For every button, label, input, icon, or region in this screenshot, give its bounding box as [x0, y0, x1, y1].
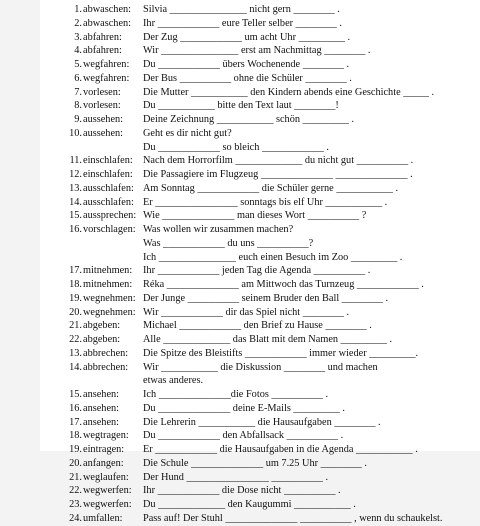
- verb-label: ausschlafen:: [83, 196, 134, 208]
- exercise-number: 5.: [74, 59, 82, 70]
- exercise-row: [40, 278, 480, 292]
- exercise-number: 15.: [69, 389, 82, 400]
- exercise-sentence: Ihr ____________ eure Teller selber ________ .: [143, 17, 342, 29]
- exercise-number: 7.: [74, 86, 82, 98]
- exercise-row: [40, 471, 480, 485]
- exercise-sentence: Ihr ____________ jeden Tag die Agenda __________ .: [143, 265, 371, 277]
- exercise-row: [40, 361, 480, 375]
- exercise-continuation: [40, 237, 480, 251]
- verb-label: wegtragen:: [83, 430, 129, 442]
- exercise-sentence: Wir ____________ dir das Spiel nicht ________ .: [143, 306, 350, 318]
- exercise-sentence: Du _____________ den Kaugummi ___________ .: [143, 499, 356, 510]
- exercise-number: 1.: [74, 4, 82, 15]
- exercise-sentence: Du ___________ bitte den Text laut ________!: [143, 100, 339, 112]
- exercise-sentence: Wir ___________ die Diskussion ________ und machen: [143, 361, 378, 373]
- exercise-row: [40, 347, 480, 361]
- exercise-number: 12.: [69, 169, 82, 180]
- exercise-row: [40, 209, 480, 223]
- exercise-row: [40, 44, 480, 58]
- verb-label: wegfahren:: [83, 72, 130, 84]
- exercise-sentence: etwas anderes.: [143, 375, 204, 387]
- verb-label: wegwerfen:: [83, 485, 132, 497]
- verb-label: abgeben:: [83, 334, 121, 345]
- verb-label: eintragen:: [83, 444, 125, 455]
- exercise-row: [40, 223, 480, 237]
- exercise-number: 18.: [69, 279, 82, 290]
- exercise-number: 6.: [74, 72, 82, 84]
- exercise-number: 13.: [69, 347, 82, 359]
- exercise-sentence: Die Spitze des Bleistifts ____________ immer wieder _________.: [143, 347, 419, 359]
- verb-label: wegwerfen:: [83, 499, 132, 510]
- verb-label: abfahren:: [83, 31, 122, 43]
- exercise-row: [40, 72, 480, 86]
- exercise-number: 20.: [69, 457, 82, 469]
- exercise-sentence: Ich ______________die Fotos __________ .: [143, 389, 329, 400]
- verb-label: abwaschen:: [83, 17, 132, 29]
- exercise-sentence: Michael ____________ den Brief zu Hause ________ .: [143, 320, 372, 332]
- exercise-row: [40, 512, 480, 526]
- exercise-sentence: Was ____________ du uns __________?: [143, 237, 314, 249]
- exercise-row: [40, 3, 480, 17]
- exercise-number: 2.: [74, 17, 82, 29]
- verb-label: abgeben:: [83, 320, 121, 332]
- exercise-row: [40, 498, 480, 512]
- verb-label: mitnehmen:: [83, 265, 133, 277]
- exercise-sentence: Er ________________ sonntags bis elf Uhr ___________ .: [143, 196, 388, 208]
- exercise-row: [40, 113, 480, 127]
- exercise-row: [40, 264, 480, 278]
- exercise-continuation: [40, 251, 480, 265]
- exercise-number: 9.: [74, 114, 82, 125]
- exercise-sentence: Am Sonntag ____________ die Schüler gerne ___________ .: [143, 182, 399, 194]
- exercise-number: 11.: [69, 155, 82, 167]
- exercise-sentence: Die Mutter ___________ den Kindern abends eine Geschichte _____ .: [143, 86, 435, 98]
- exercise-list: [40, 3, 480, 526]
- exercise-row: [40, 402, 480, 416]
- exercise-row: [40, 168, 480, 182]
- exercise-row: [40, 58, 480, 72]
- exercise-number: 14.: [69, 196, 82, 208]
- exercise-row: [40, 457, 480, 471]
- exercise-row: [40, 388, 480, 402]
- exercise-number: 15.: [69, 210, 82, 222]
- verb-label: ansehen:: [83, 402, 120, 414]
- verb-label: vorschlagen:: [83, 224, 136, 235]
- exercise-number: 14.: [69, 361, 82, 373]
- exercise-sentence: Geht es dir nicht gut?: [143, 127, 232, 139]
- verb-label: aussehen:: [83, 114, 124, 125]
- exercise-sentence: Die Passagiere im Flugzeug ______________ ______________ .: [143, 169, 413, 180]
- exercise-sentence: Wir _______________ erst am Nachmittag ________ .: [143, 45, 371, 57]
- exercise-sentence: Der Zug ____________ um acht Uhr _________ .: [143, 31, 351, 43]
- exercise-number: 3.: [74, 31, 82, 43]
- exercise-row: [40, 416, 480, 430]
- exercise-sentence: Pass auf! Der Stuhl ______________ __________ , wenn du schaukelst.: [143, 512, 443, 524]
- exercise-continuation: [40, 141, 480, 155]
- exercise-row: [40, 333, 480, 347]
- exercise-row: [40, 17, 480, 31]
- verb-label: umfallen:: [83, 512, 123, 524]
- verb-label: einschlafen:: [83, 155, 133, 167]
- verb-label: abfahren:: [83, 45, 122, 57]
- exercise-row: [40, 306, 480, 320]
- exercise-row: [40, 31, 480, 45]
- exercise-number: 10.: [69, 127, 82, 139]
- exercise-row: [40, 127, 480, 141]
- verb-label: vorlesen:: [83, 86, 121, 98]
- verb-label: vorlesen:: [83, 100, 121, 112]
- exercise-number: 17.: [69, 265, 82, 277]
- exercise-row: [40, 319, 480, 333]
- verb-label: abbrechen:: [83, 347, 129, 359]
- worksheet: [40, 0, 480, 524]
- exercise-number: 4.: [74, 45, 82, 57]
- exercise-number: 24.: [69, 512, 82, 524]
- exercise-sentence: Der Bus __________ ohne die Schüler ________ .: [143, 72, 352, 84]
- exercise-number: 22.: [69, 334, 82, 345]
- exercise-row: [40, 196, 480, 210]
- exercise-number: 21.: [69, 320, 82, 332]
- exercise-number: 16.: [69, 224, 82, 235]
- verb-label: mitnehmen:: [83, 279, 133, 290]
- exercise-sentence: Ihr ____________ die Dose nicht __________ .: [143, 485, 341, 497]
- verb-label: ansehen:: [83, 389, 120, 400]
- exercise-number: 8.: [74, 100, 82, 112]
- exercise-number: 22.: [69, 485, 82, 497]
- verb-label: wegnehmen:: [83, 292, 136, 304]
- exercise-row: [40, 443, 480, 457]
- exercise-number: 18.: [69, 430, 82, 442]
- verb-label: aussprechen:: [83, 210, 137, 222]
- verb-label: abwaschen:: [83, 4, 132, 15]
- exercise-sentence: Du ____________ so bleich ____________ .: [143, 141, 329, 153]
- exercise-number: 20.: [69, 306, 82, 318]
- verb-label: abbrechen:: [83, 361, 129, 373]
- exercise-sentence: Alle _____________ das Blatt mit dem Namen _________ .: [143, 334, 393, 345]
- exercise-row: [40, 484, 480, 498]
- exercise-sentence: Du ____________ den Abfallsack __________ .: [143, 430, 344, 442]
- exercise-continuation: [40, 374, 480, 388]
- verb-label: ansehen:: [83, 416, 120, 428]
- verb-label: aussehen:: [83, 127, 124, 139]
- exercise-row: [40, 86, 480, 100]
- verb-label: wegfahren:: [83, 59, 130, 70]
- exercise-sentence: Du ______________ deine E-Mails _________ .: [143, 402, 345, 414]
- verb-label: weglaufen:: [83, 471, 129, 483]
- exercise-number: 21.: [69, 471, 82, 483]
- exercise-row: [40, 154, 480, 168]
- exercise-number: 13.: [69, 182, 82, 194]
- exercise-sentence: Was wollen wir zusammen machen?: [143, 224, 294, 235]
- exercise-row: [40, 429, 480, 443]
- verb-label: wegnehmen:: [83, 306, 136, 318]
- exercise-sentence: Der Junge __________ seinem Bruder den Ball ________ .: [143, 292, 389, 304]
- exercise-sentence: Du ____________ übers Wochenende ________ .: [143, 59, 350, 70]
- exercise-sentence: Réka ______________ am Mittwoch das Turnzeug ____________ .: [143, 279, 424, 290]
- verb-label: ausschlafen:: [83, 182, 134, 194]
- exercise-sentence: Die Schule ______________ um 7.25 Uhr ________ .: [143, 457, 367, 469]
- exercise-number: 19.: [69, 444, 82, 455]
- exercise-sentence: Er ____________ die Hausaufgaben in die Agenda ___________ .: [143, 444, 418, 455]
- exercise-sentence: Deine Zeichnung ___________ schön _________ .: [143, 114, 355, 125]
- exercise-sentence: Ich _______________ euch einen Besuch im Zoo _________ .: [143, 251, 403, 263]
- exercise-row: [40, 99, 480, 113]
- exercise-row: [40, 292, 480, 306]
- verb-label: einschlafen:: [83, 169, 133, 180]
- exercise-row: [40, 182, 480, 196]
- exercise-sentence: Silvia _______________ nicht gern ________ .: [143, 4, 340, 15]
- exercise-number: 23.: [69, 499, 82, 510]
- exercise-number: 16.: [69, 402, 82, 414]
- verb-label: anfangen:: [83, 457, 124, 469]
- exercise-sentence: Die Lehrerin ___________ die Hausaufgaben ________ .: [143, 416, 381, 428]
- exercise-number: 17.: [69, 416, 82, 428]
- exercise-sentence: Wie ______________ man dieses Wort __________ ?: [143, 210, 367, 222]
- exercise-sentence: Nach dem Horrorfilm _____________ du nicht gut __________ .: [143, 155, 414, 167]
- exercise-number: 19.: [69, 292, 82, 304]
- exercise-sentence: Der Hund ________________ __________ .: [143, 471, 329, 483]
